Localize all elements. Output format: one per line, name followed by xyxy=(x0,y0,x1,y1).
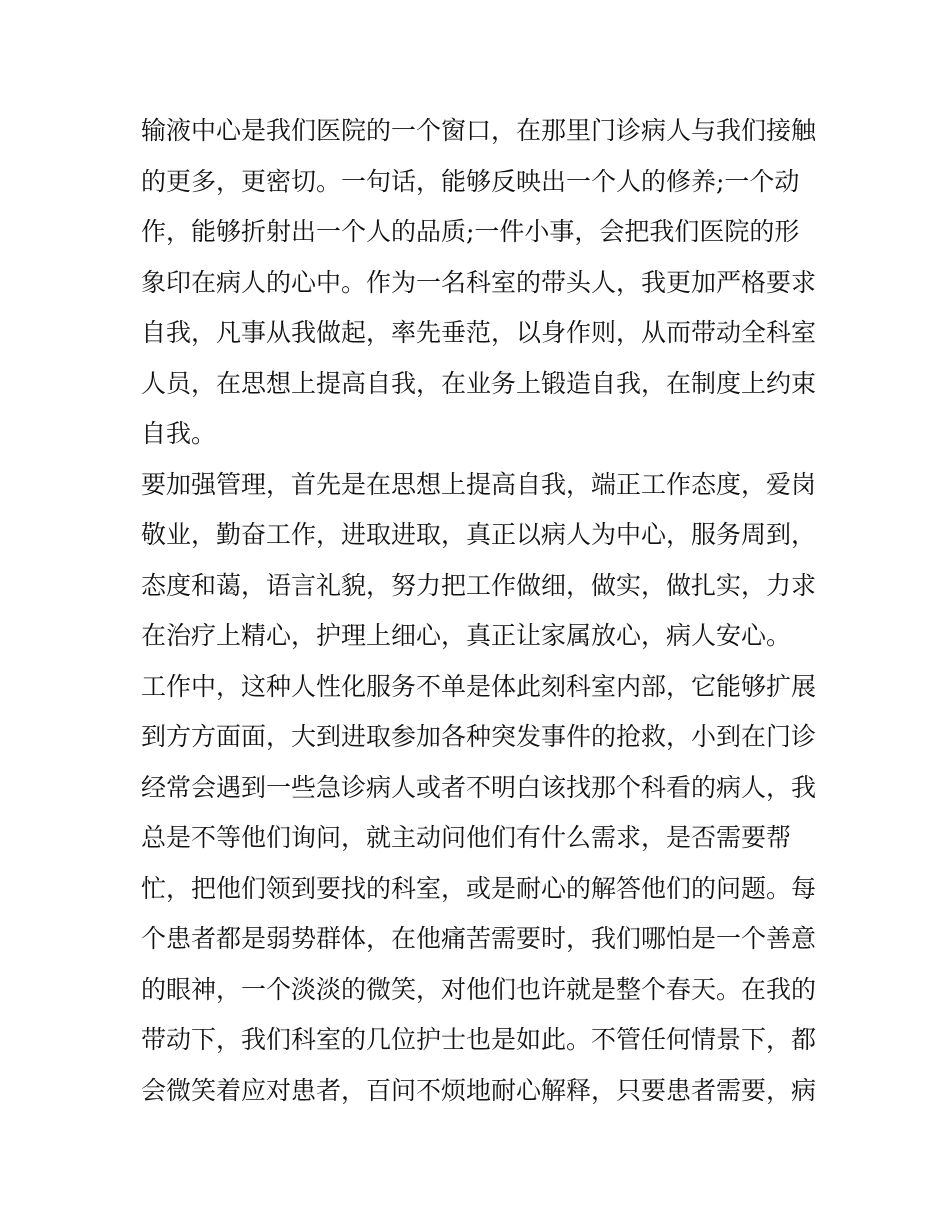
text-line: 作，能够折射出一个人的品质;一件小事，会把我们医院的形 xyxy=(141,217,800,246)
text-line: 的更多，更密切。一句话，能够反映出一个人的修养;一个动 xyxy=(141,166,800,196)
text-line: 到方方面面，大到进取参加各种突发事件的抢救，小到在门诊 xyxy=(141,722,817,751)
text-line: 带动下，我们科室的几位护士也是如此。不管任何情景下，都 xyxy=(141,1025,817,1054)
text-line: 忙，把他们领到要找的科室，或是耐心的解答他们的问题。每 xyxy=(141,873,817,903)
text-line: 自我。 xyxy=(141,419,217,448)
text-line: 经常会遇到一些急诊病人或者不明白该找那个科看的病人，我 xyxy=(141,772,817,802)
text-line: 要加强管理，首先是在思想上提高自我，端正工作态度，爱岗 xyxy=(141,469,817,499)
text-line: 人员，在思想上提高自我，在业务上锻造自我，在制度上约束 xyxy=(141,368,817,398)
text-line: 自我，凡事从我做起，率先垂范，以身作则，从而带动全科室 xyxy=(141,318,817,347)
text-line: 在治疗上精心，护理上细心，真正让家属放心，病人安心。 xyxy=(141,621,792,650)
text-line: 态度和蔼，语言礼貌，努力把工作做细，做实，做扎实，力求 xyxy=(141,570,817,600)
text-line: 的眼神，一个淡淡的微笑，对他们也许就是整个春天。在我的 xyxy=(141,974,817,1004)
text-line: 敬业，勤奋工作，进取进取，真正以病人为中心，服务周到， xyxy=(141,520,817,549)
text-line: 个患者都是弱势群体，在他痛苦需要时，我们哪怕是一个善意 xyxy=(141,924,817,953)
text-line: 工作中，这种人性化服务不单是体此刻科室内部，它能够扩展 xyxy=(141,671,817,701)
body-text xyxy=(141,106,821,1116)
text-line: 会微笑着应对患者，百问不烦地耐心解释，只要患者需要，病 xyxy=(141,1075,817,1105)
text-line: 输液中心是我们医院的一个窗口，在那里门诊病人与我们接触 xyxy=(141,116,817,145)
text-line: 总是不等他们询问，就主动问他们有什么需求，是否需要帮 xyxy=(141,823,792,852)
text-line: 象印在病人的心中。作为一名科室的带头人，我更加严格要求 xyxy=(141,267,817,297)
